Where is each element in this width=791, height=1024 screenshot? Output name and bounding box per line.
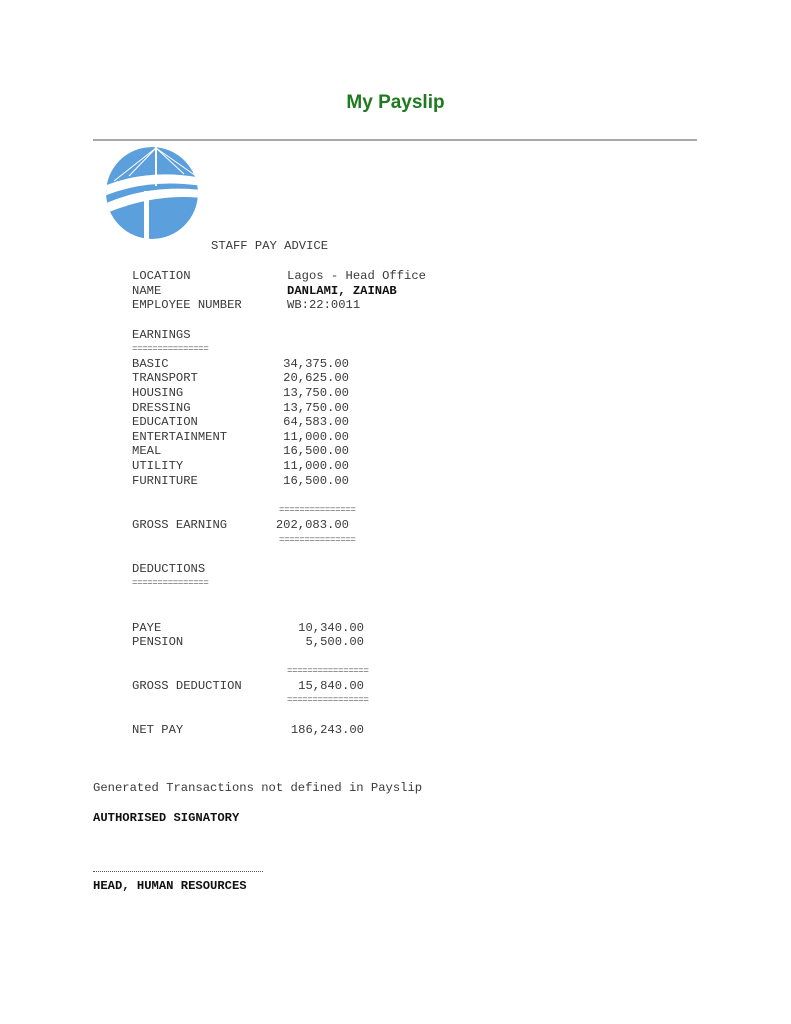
deductions-underline: =============== xyxy=(132,578,209,588)
earning-label: BASIC xyxy=(132,357,169,371)
employee-number-value: WB:22:0011 xyxy=(287,298,361,312)
name-label: NAME xyxy=(132,284,162,298)
gross-earning-amount: 202,083.00 xyxy=(275,518,349,532)
footer-note: Generated Transactions not defined in Payslip xyxy=(93,781,423,795)
deduction-amount: 10,340.00 xyxy=(298,621,364,635)
deduction-amount: 5,500.00 xyxy=(305,635,364,649)
earning-amount: 13,750.00 xyxy=(283,386,349,400)
earning-amount: 34,375.00 xyxy=(283,357,349,371)
earning-amount: 16,500.00 xyxy=(283,474,349,488)
deduction-label: PENSION xyxy=(132,635,184,649)
earnings-total-rule-bottom: =============== xyxy=(279,535,356,545)
earnings-total-rule: =============== xyxy=(279,505,356,515)
authorised-signatory: AUTHORISED SIGNATORY xyxy=(93,811,240,825)
gross-deduction-amount: 15,840.00 xyxy=(298,679,364,693)
earning-amount: 13,750.00 xyxy=(283,401,349,415)
location-label: LOCATION xyxy=(132,269,191,283)
earning-label: MEAL xyxy=(132,444,162,458)
earning-amount: 11,000.00 xyxy=(283,430,349,444)
earning-amount: 20,625.00 xyxy=(283,371,349,385)
earning-label: EDUCATION xyxy=(132,415,198,429)
gross-deduction-label: GROSS DEDUCTION xyxy=(132,679,242,693)
gross-earning-label: GROSS EARNING xyxy=(132,518,228,532)
earning-label: TRANSPORT xyxy=(132,371,198,385)
signatory-title: HEAD, HUMAN RESOURCES xyxy=(93,879,247,893)
earning-amount: 64,583.00 xyxy=(283,415,349,429)
title-divider xyxy=(93,139,697,141)
deduction-label: PAYE xyxy=(132,621,162,635)
bridge-logo-icon xyxy=(104,146,202,240)
deductions-total-rule: ================ xyxy=(287,666,369,676)
location-value: Lagos - Head Office xyxy=(287,269,426,283)
earning-label: ENTERTAINMENT xyxy=(132,430,228,444)
deductions-total-rule-bottom: ================ xyxy=(287,695,369,705)
earnings-heading: EARNINGS xyxy=(132,328,191,342)
signature-line xyxy=(93,871,263,872)
net-pay-label: NET PAY xyxy=(132,723,184,737)
page-title: My Payslip xyxy=(346,92,445,113)
earning-amount: 11,000.00 xyxy=(283,459,349,473)
net-pay-amount: 186,243.00 xyxy=(290,723,364,737)
earning-label: UTILITY xyxy=(132,459,184,473)
advice-title: STAFF PAY ADVICE xyxy=(211,239,329,253)
employee-number-label: EMPLOYEE NUMBER xyxy=(132,298,242,312)
earning-label: FURNITURE xyxy=(132,474,198,488)
earning-label: DRESSING xyxy=(132,401,191,415)
earning-amount: 16,500.00 xyxy=(283,444,349,458)
earnings-underline: =============== xyxy=(132,344,209,354)
employee-name: DANLAMI, ZAINAB xyxy=(287,284,397,298)
deductions-heading: DEDUCTIONS xyxy=(132,562,206,576)
earning-label: HOUSING xyxy=(132,386,184,400)
